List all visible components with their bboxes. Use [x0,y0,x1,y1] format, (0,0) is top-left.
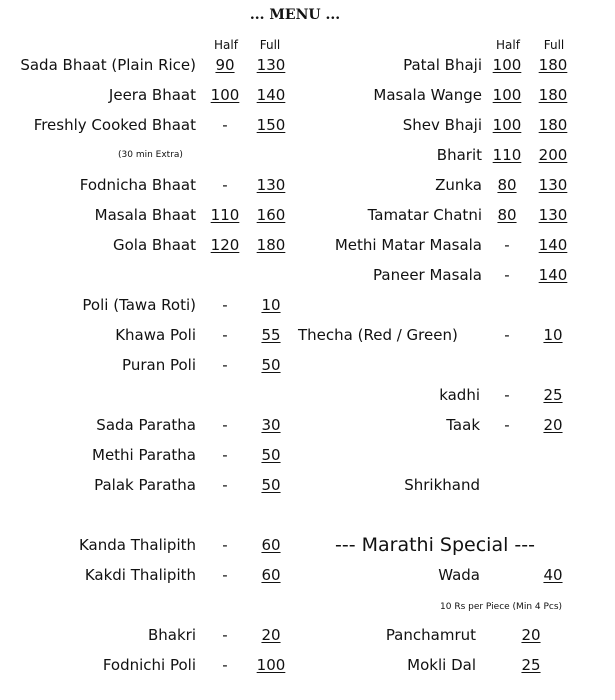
item-half-price: - [222,446,228,464]
item-half-price: - [222,296,228,314]
item-full-price: 50 [261,356,281,374]
item-full-price: 50 [261,476,281,494]
item-price: 40 [543,566,563,584]
item-full-price: 140 [256,86,286,104]
item-full-price: 200 [538,146,568,164]
item-name: Palak Paratha [94,476,196,494]
item-name: Taak [446,416,480,434]
item-half-price: - [222,476,228,494]
item-half-price: - [222,116,228,134]
item-full-price: 160 [256,206,286,224]
item-name: Fodnichi Poli [102,656,196,674]
item-full-price: 130 [538,176,568,194]
item-half-price: - [504,416,510,434]
item-name: Tamatar Chatni [367,206,482,224]
half-header-left: Half [214,38,238,52]
item-half-price: - [222,416,228,434]
item-full-price: 50 [261,446,281,464]
item-name: Sada Bhaat (Plain Rice) [20,56,196,74]
item-name: Methi Matar Masala [334,236,482,254]
menu-title: ... MENU ... [249,7,341,23]
item-note: (30 min Extra) [118,150,183,160]
item-name: Puran Poli [122,356,196,374]
item-name: Freshly Cooked Bhaat [33,116,196,134]
item-half-price: - [504,236,510,254]
item-half-price: - [222,326,228,344]
item-name: Fodnicha Bhaat [79,176,196,194]
item-name: Shev Bhaji [402,116,482,134]
item-name: Paneer Masala [373,266,482,284]
item-half-price: 100 [492,56,522,74]
item-full-price: 180 [538,116,568,134]
item-full-price: 180 [538,56,568,74]
item-name: Masala Wange [373,86,482,104]
item-full-price: 60 [261,536,281,554]
item-half-price: 110 [492,146,522,164]
item-half-price: 80 [497,206,517,224]
item-name: kadhi [439,386,480,404]
item-half-price: - [504,326,510,344]
item-full-price: 100 [256,656,286,674]
item-full-price: 10 [261,296,281,314]
item-half-price: - [222,176,228,194]
item-name: Bharit [436,146,482,164]
item-full-price: 180 [538,86,568,104]
item-full-price: 10 [543,326,563,344]
item-name: Wada [438,566,480,584]
section-title: --- Marathi Special --- [335,534,535,556]
item-full-price: 20 [543,416,563,434]
item-name: Masala Bhaat [94,206,196,224]
item-name: Kakdi Thalipith [84,566,196,584]
item-full-price: 20 [261,626,281,644]
item-name: Poli (Tawa Roti) [82,296,196,314]
item-half-price: 80 [497,176,517,194]
item-half-price: - [504,266,510,284]
item-half-price: 90 [215,56,235,74]
item-half-price: - [222,536,228,554]
full-header-right: Full [543,38,565,52]
item-half-price: 100 [492,86,522,104]
item-name: Gola Bhaat [113,236,196,254]
item-name: Kanda Thalipith [78,536,196,554]
item-half-price: 100 [492,116,522,134]
item-name: Bhakri [147,626,196,644]
item-name: Sada Paratha [96,416,196,434]
item-full-price: 130 [256,56,286,74]
item-full-price: 180 [256,236,286,254]
half-header-right: Half [496,38,520,52]
item-name: Panchamrut [385,626,476,644]
item-full-price: 60 [261,566,281,584]
item-name: Khawa Poli [115,326,196,344]
item-half-price: - [222,626,228,644]
item-half-price: 120 [210,236,240,254]
item-full-price: 150 [256,116,286,134]
item-full-price: 25 [543,386,563,404]
item-note: 10 Rs per Piece (Min 4 Pcs) [440,602,563,612]
item-name: Zunka [435,176,482,194]
item-half-price: - [504,386,510,404]
item-half-price: 110 [210,206,240,224]
item-price: 20 [521,626,541,644]
item-full-price: 140 [538,266,568,284]
item-full-price: 130 [256,176,286,194]
full-header-left: Full [259,38,281,52]
item-name: Methi Paratha [92,446,196,464]
item-half-price: - [222,356,228,374]
item-name: Thecha (Red / Green) [298,326,458,344]
item-name: Patal Bhaji [403,56,482,74]
item-name: Shrikhand [404,476,480,494]
item-full-price: 130 [538,206,568,224]
item-name: Mokli Dal [407,656,476,674]
item-name: Jeera Bhaat [108,86,196,104]
item-price: 25 [521,656,541,674]
item-full-price: 140 [538,236,568,254]
item-half-price: - [222,656,228,674]
item-full-price: 30 [261,416,281,434]
item-half-price: - [222,566,228,584]
item-full-price: 55 [261,326,281,344]
item-half-price: 100 [210,86,240,104]
